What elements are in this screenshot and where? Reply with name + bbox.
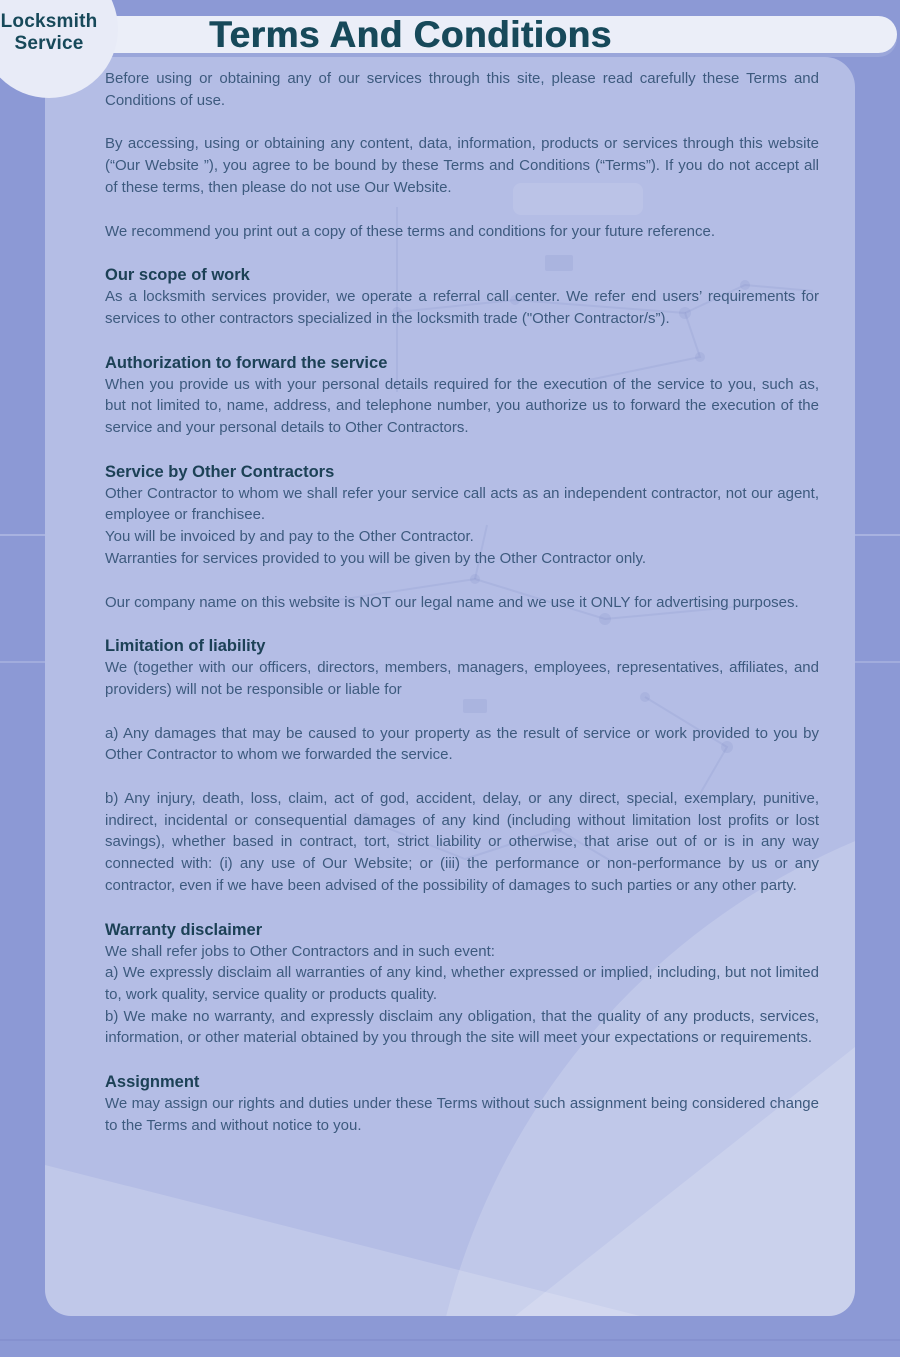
page-title: Terms And Conditions	[209, 14, 612, 55]
paragraph	[105, 1093, 819, 1136]
paragraph	[105, 788, 819, 897]
paragraph-line: a) Any damages that may be caused to your property as the result of service or work provided to you by Other Contractor to whom we forwarded the service.	[105, 724, 819, 764]
content-panel	[45, 57, 855, 1316]
paragraph-line: When you provide us with your personal details required for the execution of the service to you, such as, but not limited to, name, address, and telephone number, you authorize us to forward the execution of the service and your personal details to Other Contractors.	[105, 375, 819, 437]
section-heading: Service by Other Contractors	[105, 462, 335, 481]
paragraph-line: a) We expressly disclaim all warranties of any kind, whether expressed or implied, including, but not limited to, work quality, service quality or products quality.	[105, 964, 819, 1003]
section-heading: Assignment	[105, 1073, 200, 1092]
paragraph	[105, 941, 819, 1050]
logo-line1: Locksmith	[0, 11, 98, 32]
paragraph	[105, 592, 819, 614]
paragraph-line: Warranties for services provided to you will be given by the Other Contractor only.	[105, 549, 647, 567]
paragraph-line: b) Any injury, death, loss, claim, act of god, accident, delay, or any direct, special, exemplary, punitive, indirect, incidental or consequential damages of any kind (including without limitation lost profits or lost savings), whether based in contract, tort, strict liability or otherwise, that arise out of or is in any way connected with: (i) any use of Our Website; or (iii) the performance or non-performance by us or any contractor, even if we have been advised of the possibility of damages to such parties or any other party.	[105, 790, 819, 894]
paragraph	[105, 286, 819, 329]
paragraph-line: Other Contractor to whom we shall refer your service call acts as an independent contractor, not our agent, employee or franchisee.	[105, 484, 819, 524]
paragraph	[105, 133, 819, 198]
paragraph	[105, 221, 819, 243]
paragraph-line: We may assign our rights and duties under these Terms without such assignment being considered change to the Terms and without notice to you.	[105, 1095, 819, 1134]
paragraph-line: Before using or obtaining any of our services through this site, please read carefully these Terms and Conditions of use.	[105, 70, 819, 109]
paragraph-line: Our company name on this website is NOT our legal name and we use it ONLY for advertising purposes.	[105, 593, 799, 611]
paragraph	[105, 723, 819, 766]
paragraph	[105, 483, 819, 570]
paragraph-line: You will be invoiced by and pay to the Other Contractor.	[105, 528, 474, 546]
section-heading: Our scope of work	[105, 266, 250, 285]
paragraph	[105, 657, 819, 700]
section-heading: Warranty disclaimer	[105, 920, 263, 939]
section-heading: Authorization to forward the service	[105, 353, 388, 372]
title-band	[0, 16, 897, 53]
paragraph	[105, 68, 819, 111]
paragraph-line: b) We make no warranty, and expressly disclaim any obligation, that the quality of any products, services, information, or other material obtained by you through the site will meet your expectations or requirements.	[105, 1007, 819, 1047]
paragraph-line: We (together with our officers, directors, members, managers, employees, representatives, affiliates, and providers) will not be responsible or liable for	[105, 659, 819, 698]
paragraph-line: We shall refer jobs to Other Contractors and in such event:	[105, 942, 495, 960]
section-heading: Limitation of liability	[105, 637, 266, 656]
paragraph-line: As a locksmith services provider, we operate a referral call center. We refer end users’ requirements for services to other contractors specialized in the locksmith trade ("Other Contractor/s”).	[105, 288, 819, 327]
content-body	[45, 57, 855, 1137]
paragraph-line: We recommend you print out a copy of these terms and conditions for your future reference.	[105, 222, 716, 240]
paragraph	[105, 374, 819, 439]
paragraph-line: By accessing, using or obtaining any content, data, information, products or services through this website (“Our Website ”), you agree to be bound by these Terms and Conditions (“Terms”). If you do not accept all of these terms, then please do not use Our Website.	[105, 135, 819, 196]
logo-line2: Service	[14, 33, 84, 54]
